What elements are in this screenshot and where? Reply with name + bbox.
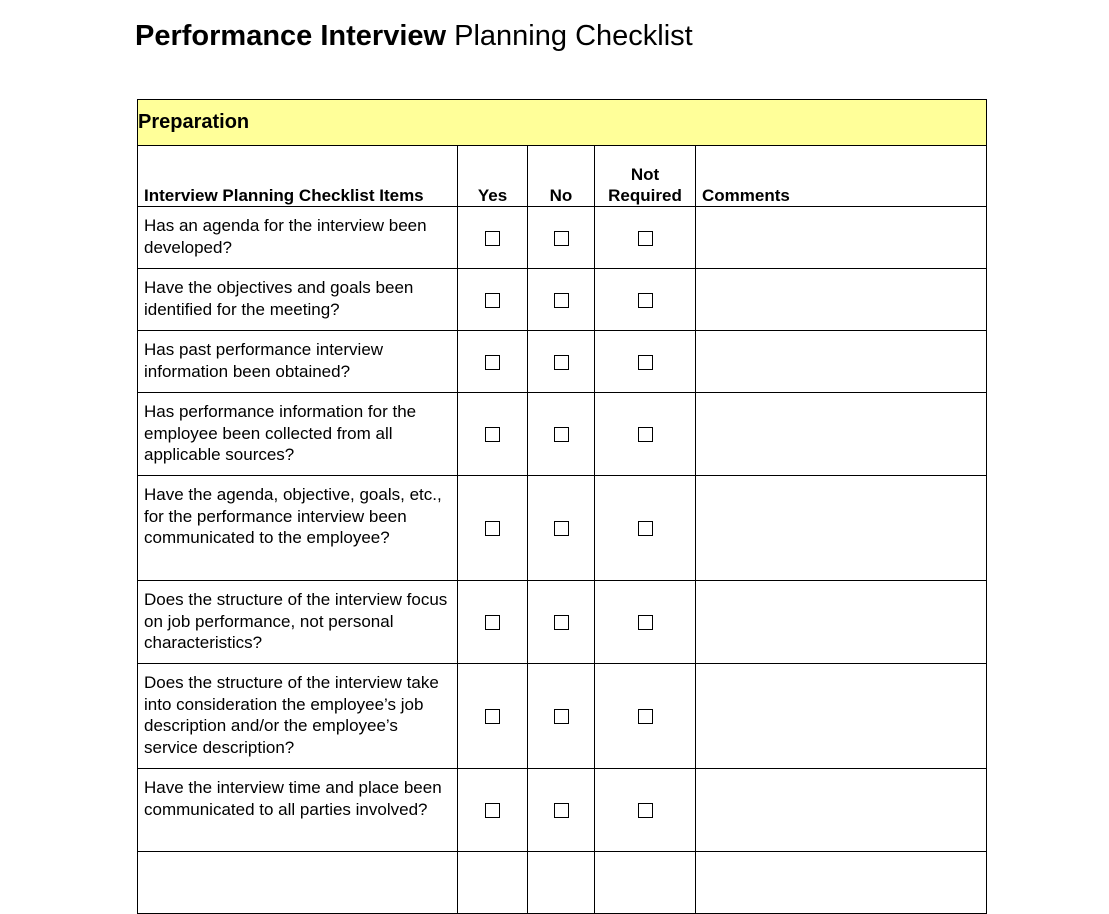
not-required-cell [595,331,696,393]
table-row [138,393,987,476]
question-text: Have the interview time and place been communicated to all parties involved? [138,769,458,852]
yes-cell [458,476,528,581]
question-text: Have the objectives and goals been identified for the meeting? [138,269,458,331]
question-text: Has past performance interview information been obtained? [138,331,458,393]
yes-checkbox[interactable] [485,427,500,442]
no-checkbox[interactable] [554,615,569,630]
not-required-checkbox[interactable] [638,231,653,246]
not-required-cell [595,581,696,664]
column-header-yes: Yes [458,146,528,207]
yes-cell [458,331,528,393]
yes-checkbox[interactable] [485,231,500,246]
not-required-cell [595,664,696,769]
yes-checkbox[interactable] [485,803,500,818]
comments-cell-empty [696,852,987,914]
table-row [138,476,987,581]
not-required-checkbox[interactable] [638,709,653,724]
column-header-no: No [528,146,595,207]
not-required-checkbox[interactable] [638,355,653,370]
comments-cell[interactable] [696,769,987,852]
page-title-normal: Planning Checklist [454,20,693,52]
question-text: Has performance information for the employee been collected from all applicable sources? [138,393,458,476]
yes-checkbox[interactable] [485,355,500,370]
not-required-checkbox[interactable] [638,521,653,536]
table-row [138,331,987,393]
table-row [138,581,987,664]
not-required-cell [595,207,696,269]
column-header-row [138,146,987,207]
yes-cell [458,393,528,476]
not-required-checkbox[interactable] [638,293,653,308]
yes-cell [458,664,528,769]
yes-cell [458,269,528,331]
column-header-not-required [595,146,696,207]
not-required-checkbox[interactable] [638,615,653,630]
no-checkbox[interactable] [554,709,569,724]
yes-cell [458,581,528,664]
yes-cell [458,769,528,852]
question-text: Has an agenda for the interview been developed? [138,207,458,269]
no-checkbox[interactable] [554,803,569,818]
not-required-checkbox[interactable] [638,803,653,818]
table-row [138,769,987,852]
not-required-cell [595,393,696,476]
no-cell-empty [528,852,595,914]
section-header-row [138,100,987,146]
yes-cell [458,207,528,269]
section-title: Preparation [138,100,987,146]
table-row [138,207,987,269]
comments-cell[interactable] [696,207,987,269]
column-header-not-required-line2: Required [608,186,682,205]
question-text-empty [138,852,458,914]
comments-cell[interactable] [696,581,987,664]
not-required-checkbox[interactable] [638,427,653,442]
yes-cell-empty [458,852,528,914]
page-title-bold: Performance Interview [135,20,447,52]
table-row [138,269,987,331]
no-cell [528,476,595,581]
comments-cell[interactable] [696,269,987,331]
yes-checkbox[interactable] [485,615,500,630]
not-required-cell [595,769,696,852]
yes-checkbox[interactable] [485,521,500,536]
comments-cell[interactable] [696,476,987,581]
table-row [138,664,987,769]
column-header-comments: Comments [696,146,987,207]
column-header-not-required-line1: Not [630,165,660,184]
no-cell [528,769,595,852]
no-checkbox[interactable] [554,293,569,308]
checklist-table [137,99,987,914]
no-checkbox[interactable] [554,355,569,370]
no-cell [528,393,595,476]
comments-cell[interactable] [696,331,987,393]
table-row-partial [138,852,987,914]
comments-cell[interactable] [696,664,987,769]
no-cell [528,269,595,331]
column-header-items: Interview Planning Checklist Items [138,146,458,207]
question-text: Does the structure of the interview take into consideration the employee’s job description and/or the employee’s service description? [138,664,458,769]
comments-cell[interactable] [696,393,987,476]
no-checkbox[interactable] [554,427,569,442]
no-cell [528,331,595,393]
question-text: Does the structure of the interview focus on job performance, not personal characteristics? [138,581,458,664]
no-cell [528,581,595,664]
not-required-cell-empty [595,852,696,914]
not-required-cell [595,269,696,331]
yes-checkbox[interactable] [485,709,500,724]
page-title [135,18,693,54]
not-required-cell [595,476,696,581]
no-cell [528,664,595,769]
question-text: Have the agenda, objective, goals, etc., for the performance interview been communicated to the employee? [138,476,458,581]
no-checkbox[interactable] [554,521,569,536]
no-checkbox[interactable] [554,231,569,246]
no-cell [528,207,595,269]
yes-checkbox[interactable] [485,293,500,308]
